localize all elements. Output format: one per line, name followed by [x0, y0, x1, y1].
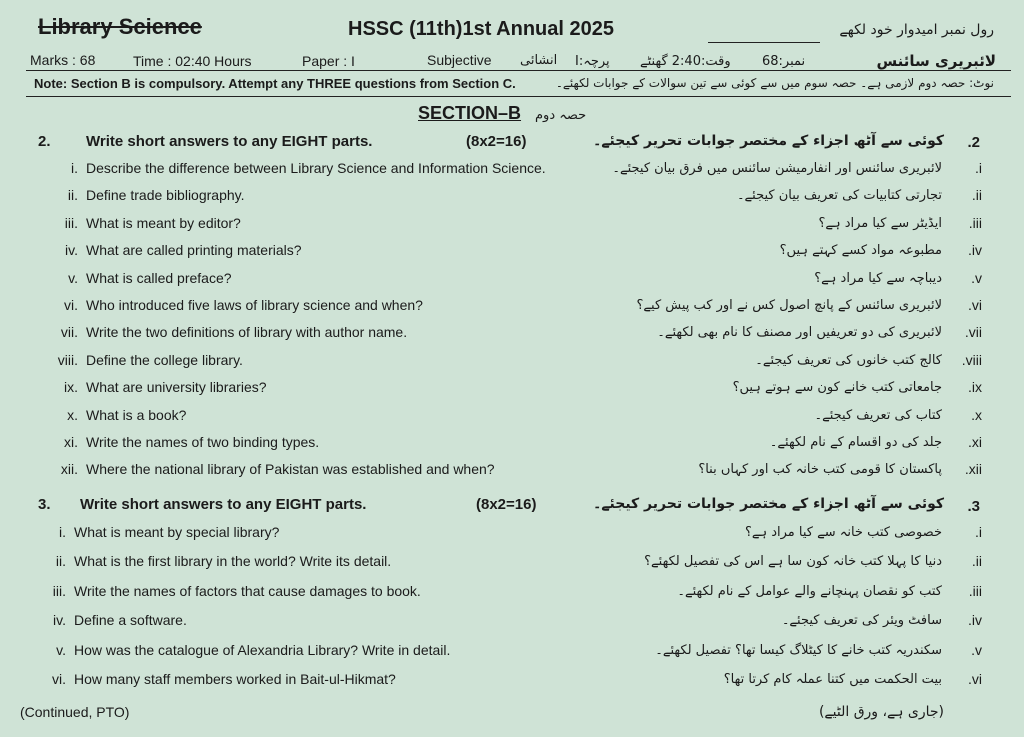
- q2-part-urdu-numeral: .x: [971, 406, 982, 423]
- q2-part-numeral: i.: [71, 160, 78, 176]
- q2-part-urdu-numeral: .v: [971, 269, 982, 286]
- q2-urdu-number: .2: [967, 134, 980, 151]
- q3-part-urdu: سافٹ ویئر کی تعریف کیجئے۔: [781, 613, 942, 629]
- q3-part-text: Define a software.: [74, 612, 187, 629]
- subject-title: Library Science: [38, 14, 202, 39]
- q2-part-urdu: دیباچہ سے کیا مراد ہے؟: [814, 270, 942, 286]
- q2-part-urdu-numeral: .viii: [961, 351, 982, 368]
- q2-part-urdu-numeral: .ii: [971, 187, 982, 204]
- q2-part-urdu-numeral: .iii: [968, 214, 982, 231]
- q3-part-numeral: vi.: [52, 671, 66, 687]
- q3-part-urdu-numeral: .ii: [971, 553, 982, 570]
- section-title: SECTION–B: [418, 103, 522, 123]
- q2-part-urdu: مطبوعہ مواد کسے کہتے ہیں؟: [779, 243, 942, 259]
- footer-continued: (Continued, PTO): [20, 704, 130, 720]
- q2-part-text: Describe the difference between Library Science and Information Science.: [86, 160, 546, 176]
- q2-part-text: Define the college library.: [86, 351, 243, 368]
- q2-part-numeral: iv.: [65, 242, 78, 259]
- q2-part-urdu-numeral: .xi: [968, 434, 982, 450]
- q2-part-urdu: جامعاتی کتب خانے کون سے ہوتے ہیں؟: [732, 380, 942, 396]
- footer-urdu: (جاری ہے، ورق الٹیے): [818, 704, 944, 720]
- q3-part-urdu: خصوصی کتب خانہ سے کیا مراد ہے؟: [744, 525, 942, 540]
- section-urdu: حصہ دوم: [535, 108, 587, 123]
- q2-part-urdu: کتاب کی تعریف کیجئے۔: [814, 407, 942, 423]
- q2-part-numeral: ii.: [67, 187, 78, 204]
- q2-part-numeral: viii.: [57, 351, 78, 368]
- q2-marks: (8x2=16): [466, 133, 527, 150]
- q2-part-urdu: لائبریری سائنس اور انفارمیشن سائنس میں فرق بیان کیجئے۔: [612, 161, 942, 176]
- q2-part-urdu-numeral: .xii: [964, 461, 982, 478]
- q2-part-numeral: vii.: [60, 324, 78, 341]
- urdu-paper: پرچہ:I: [575, 54, 610, 69]
- q2-part-numeral: vi.: [64, 297, 78, 313]
- q2-number: 2.: [38, 133, 51, 150]
- urdu-time: وقت:2:40 گھنٹے: [640, 54, 731, 69]
- q3-instruction: Write short answers to any EIGHT parts.: [80, 496, 367, 513]
- time-label: Time : 02:40 Hours: [133, 53, 252, 69]
- q2-part-text: Write the two definitions of library with author name.: [86, 324, 408, 341]
- q3-part-numeral: v.: [56, 641, 66, 658]
- q3-part-urdu: سکندریہ کتب خانے کا کیٹلاگ کیسا تھا؟ تفصیل لکھئے۔: [655, 642, 942, 658]
- urdu-subject: لائبریری سائنس: [876, 52, 996, 70]
- q3-part-urdu: دنیا کا پہلا کتب خانہ کون سا ہے اس کی تفصیل لکھئے؟: [644, 554, 942, 570]
- note-divider: [26, 96, 1011, 97]
- q2-part-urdu: تجارتی کتابیات کی تعریف بیان کیجئے۔: [736, 188, 942, 204]
- q3-part-numeral: ii.: [55, 553, 66, 570]
- q2-part-urdu-numeral: .i: [975, 160, 982, 176]
- q2-part-text: What are university libraries?: [86, 379, 267, 396]
- q3-part-numeral: iii.: [52, 582, 66, 599]
- q3-number: 3.: [38, 496, 51, 513]
- marks-label: Marks : 68: [30, 52, 96, 68]
- q3-part-text: What is meant by special library?: [74, 524, 280, 540]
- q3-part-text: How many staff members worked in Bait-ul-Hikmat?: [74, 671, 396, 687]
- q2-part-text: Where the national library of Pakistan was established and when?: [86, 461, 495, 478]
- q3-part-urdu-numeral: .iv: [968, 612, 982, 629]
- q2-part-urdu-numeral: .ix: [968, 379, 982, 396]
- q3-part-text: What is the first library in the world? Write its detail.: [74, 553, 392, 570]
- q3-part-numeral: iv.: [53, 612, 66, 629]
- q3-urdu: کوئی سے آٹھ اجزاء کے مختصر جوابات تحریر کیجئے۔: [593, 496, 944, 512]
- q2-part-urdu: کالج کتب خانوں کی تعریف کیجئے۔: [755, 352, 942, 368]
- urdu-type: انشائی: [520, 53, 558, 68]
- q2-instruction: Write short answers to any EIGHT parts.: [86, 133, 373, 150]
- q3-part-urdu-numeral: .vi: [968, 671, 982, 687]
- q3-part-urdu: بیت الحکمت میں کتنا عملہ کام کرتا تھا؟: [723, 672, 942, 687]
- q2-part-urdu-numeral: .iv: [968, 242, 982, 259]
- q2-part-numeral: xi.: [64, 434, 78, 450]
- q2-urdu: کوئی سے آٹھ اجزاء کے مختصر جوابات تحریر کیجئے۔: [593, 133, 944, 149]
- urdu-marks: نمبر:68: [762, 54, 806, 69]
- q2-part-urdu-numeral: .vi: [968, 297, 982, 313]
- subjective-label: Subjective: [427, 52, 492, 68]
- q2-part-urdu: لائبریری سائنس کے پانچ اصول کس نے اور کب پیش کیے؟: [636, 298, 942, 313]
- q2-part-numeral: ix.: [64, 379, 78, 396]
- urdu-roll-label: رول نمبر امیدوار خود لکھے: [839, 22, 994, 38]
- q2-part-numeral: v.: [68, 269, 78, 286]
- q2-part-text: What is called preface?: [86, 269, 232, 286]
- q2-part-text: Write the names of two binding types.: [86, 434, 320, 450]
- q2-part-numeral: xii.: [60, 461, 78, 478]
- q2-part-numeral: iii.: [64, 214, 78, 231]
- q2-part-urdu: پاکستان کا قومی کتب خانہ کب اور کہاں بنا؟: [698, 462, 942, 478]
- q3-part-text: Write the names of factors that cause damages to book.: [74, 582, 421, 599]
- q2-part-text: What is meant by editor?: [86, 214, 241, 231]
- q2-part-urdu: ایڈیٹر سے کیا مراد ہے؟: [818, 215, 942, 231]
- q3-part-urdu: کتب کو نقصان پہنچانے والے عوامل کے نام لکھئے۔: [677, 583, 942, 599]
- header-divider: [26, 70, 1011, 71]
- q2-part-urdu-numeral: .vii: [964, 324, 982, 341]
- q3-part-urdu-numeral: .v: [971, 641, 982, 658]
- paper-label: Paper : I: [302, 53, 355, 69]
- note-en: Note: Section B is compulsory. Attempt any THREE questions from Section C.: [34, 76, 516, 91]
- exam-title: HSSC (11th)1st Annual 2025: [348, 18, 615, 40]
- roll-line: [708, 42, 820, 43]
- q2-part-text: Define trade bibliography.: [86, 187, 245, 204]
- q3-urdu-number: .3: [967, 498, 980, 515]
- q3-part-urdu-numeral: .i: [975, 524, 982, 540]
- q2-part-text: Who introduced five laws of library science and when?: [86, 297, 423, 313]
- q3-part-urdu-numeral: .iii: [968, 582, 982, 599]
- q2-part-text: What is a book?: [86, 406, 187, 423]
- q3-marks: (8x2=16): [476, 496, 537, 513]
- q2-part-numeral: x.: [67, 406, 78, 423]
- q3-part-numeral: i.: [59, 524, 66, 540]
- q3-part-text: How was the catalogue of Alexandria Library? Write in detail.: [74, 641, 451, 658]
- q2-part-urdu: لائبریری کی دو تعریفیں اور مصنف کا نام بھی لکھئے۔: [657, 325, 942, 341]
- q2-part-text: What are called printing materials?: [86, 242, 302, 259]
- q2-part-urdu: جلد کی دو اقسام کے نام لکھئے۔: [769, 435, 942, 450]
- note-ur: نوٹ: حصہ دوم لازمی ہے۔ حصہ سوم میں سے کوئی سے تین سوالات کے جوابات لکھئے۔: [555, 76, 994, 90]
